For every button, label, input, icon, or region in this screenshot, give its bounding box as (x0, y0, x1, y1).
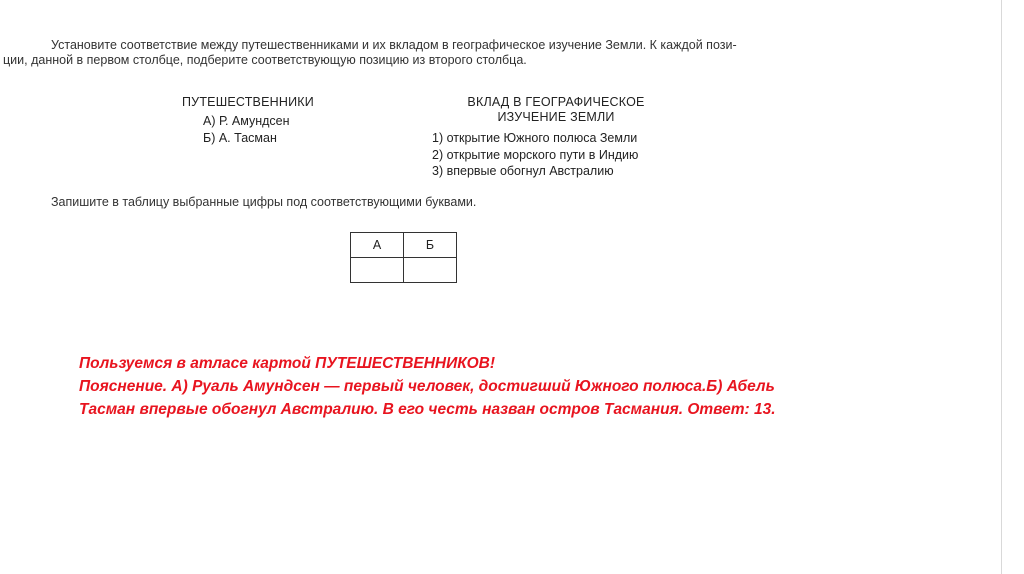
task-statement (3, 38, 787, 68)
contribution-item-1: 1) открытие Южного полюса Земли (432, 131, 638, 145)
traveler-item-a: А) Р. Амундсен (203, 114, 290, 128)
contribution-header-line-1: ВКЛАД В ГЕОГРАФИЧЕСКОЕ (467, 95, 645, 109)
explanation-text (79, 352, 879, 421)
contribution-item-3: 3) впервые обогнул Австралию (432, 164, 614, 178)
explanation-line-3: Тасман впервые обогнул Австралию. В его честь назван остров Тасмания. Ответ: 13. (79, 401, 776, 418)
task-line-2: ции, данной в первом столбце, подберите соответствующую позицию из второго столбца. (3, 53, 527, 67)
contribution-column-header (450, 95, 662, 125)
answer-header-b: Б (404, 233, 457, 258)
answer-table (350, 232, 457, 283)
contribution-item-2: 2) открытие морского пути в Индию (432, 148, 639, 162)
answer-header-a: А (351, 233, 404, 258)
table-instruction: Запишите в таблицу выбранные цифры под соответствующими буквами. (51, 195, 477, 209)
answer-cell-b[interactable] (404, 258, 457, 283)
answer-cell-a[interactable] (351, 258, 404, 283)
explanation-line-2: Пояснение. А) Руаль Амундсен — первый человек, достигший Южного полюса.Б) Абель (79, 378, 775, 395)
travelers-column-header: ПУТЕШЕСТВЕННИКИ (182, 95, 314, 109)
traveler-item-b: Б) А. Тасман (203, 131, 277, 145)
task-line-1: Установите соответствие между путешественниками и их вкладом в географическое изучение Земли. К каждой пози- (51, 38, 737, 52)
answer-table-header-row (351, 233, 457, 258)
explanation-line-1: Пользуемся в атласе картой ПУТЕШЕСТВЕННИКОВ! (79, 355, 496, 372)
answer-table-value-row (351, 258, 457, 283)
contribution-header-line-2: ИЗУЧЕНИЕ ЗЕМЛИ (497, 110, 615, 124)
slide-edge-divider (1001, 0, 1002, 574)
